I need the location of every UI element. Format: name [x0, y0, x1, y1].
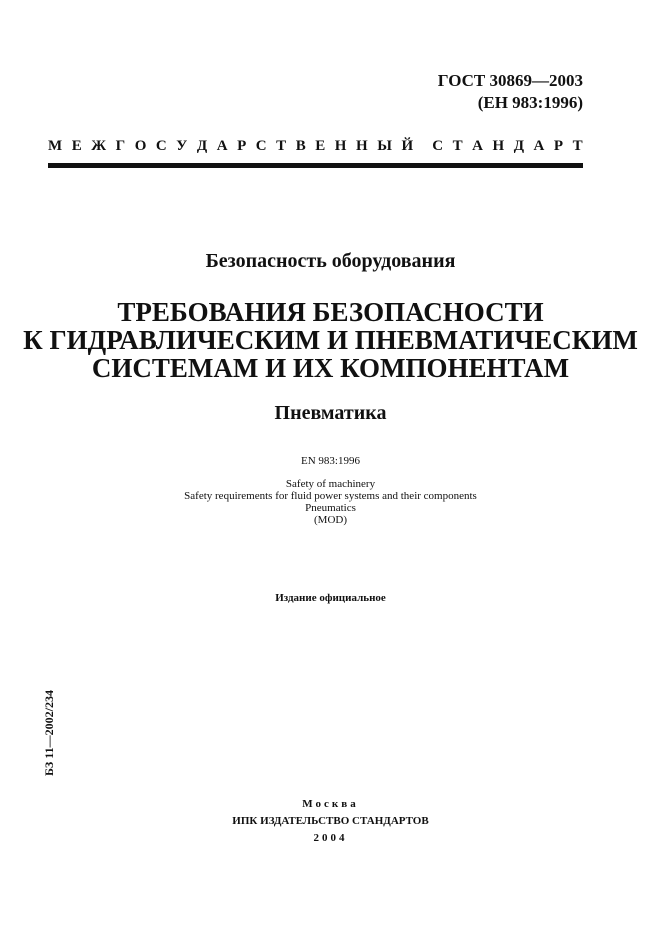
english-title	[0, 478, 661, 526]
english-title-line: (MOD)	[314, 514, 347, 526]
banner-letter: Ы	[377, 137, 392, 154]
title-line: К ГИДРАВЛИЧЕСКИМ И ПНЕВМАТИЧЕСКИМ	[23, 325, 638, 355]
banner-letter: Р	[553, 137, 564, 154]
english-title-line: Safety of machinery	[285, 478, 376, 490]
imprint	[0, 796, 661, 847]
banner-letter: Д	[196, 137, 208, 154]
side-code: БЗ 11—2002/234	[42, 690, 56, 776]
standard-designation	[438, 70, 583, 114]
banner-letter: Н	[334, 137, 347, 154]
title-line: СИСТЕМАМ И ИХ КОМПОНЕНТАМ	[91, 353, 570, 383]
banner-letter: С	[155, 137, 167, 154]
banner-letter: А	[216, 137, 228, 154]
main-title	[0, 298, 661, 382]
imprint-city: Москва	[302, 798, 359, 810]
banner-letter: Г	[115, 137, 126, 154]
part-title: Пневматика	[274, 402, 387, 424]
imprint-publisher: ИПК ИЗДАТЕЛЬСТВО СТАНДАРТОВ	[232, 815, 429, 827]
banner-letter: Ж	[91, 137, 107, 154]
edition-label: Издание официальное	[275, 592, 386, 604]
banner-letter: Т	[572, 137, 583, 154]
banner-letter: Н	[355, 137, 368, 154]
banner-letter: Д	[513, 137, 525, 154]
banner-letter: О	[134, 137, 147, 154]
banner-letter: У	[176, 137, 188, 154]
banner-letter: А	[472, 137, 483, 154]
title-line: ТРЕБОВАНИЯ БЕЗОПАСНОСТИ	[117, 297, 544, 327]
banner-letter: В	[295, 137, 306, 154]
banner-letter: С	[255, 137, 267, 154]
banner-letter: Н	[492, 137, 505, 154]
equivalent-standard: (ЕН 983:1996)	[477, 93, 583, 112]
en-reference: EN 983:1996	[301, 455, 360, 467]
header-rule	[48, 163, 583, 168]
english-title-line: Pneumatics	[305, 502, 356, 514]
standard-type-banner	[48, 135, 583, 157]
subject-heading: Безопасность оборудования	[205, 250, 456, 272]
banner-letter: С	[432, 137, 444, 154]
banner-letter: Е	[315, 137, 326, 154]
banner-letter: Т	[452, 137, 463, 154]
standard-number: ГОСТ 30869—2003	[437, 71, 583, 90]
banner-letter: Р	[237, 137, 247, 154]
english-title-line: Safety requirements for fluid power systems and their components	[184, 490, 477, 502]
banner-letter: Т	[276, 137, 287, 154]
banner-letter: М	[48, 137, 63, 154]
banner-letter: А	[533, 137, 545, 154]
imprint-year: 2004	[313, 832, 348, 844]
banner-letter: Й	[401, 137, 414, 154]
banner-letter: Е	[71, 137, 82, 154]
